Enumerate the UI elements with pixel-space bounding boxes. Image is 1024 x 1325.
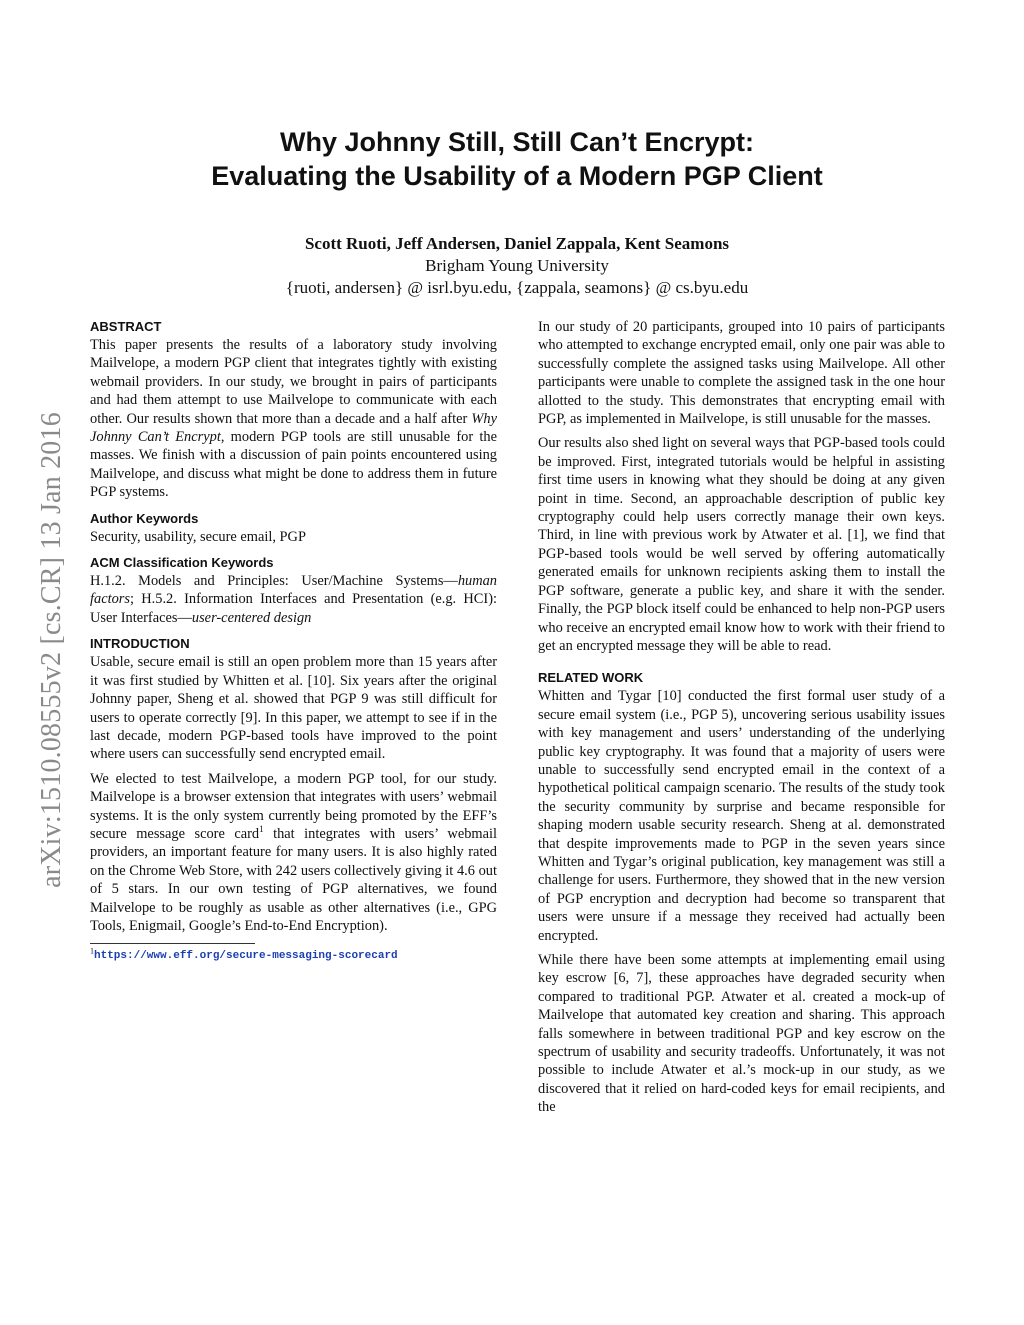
acm-text: H.1.2. Models and Principles: User/Machine Systems—human factors; H.5.2. Information Interfaces and Presentation (e.g. HCI): User Interfaces—user-centered design [90,573,497,626]
keywords-text: Security, usability, secure email, PGP [90,528,306,545]
introduction-paragraph-2: We elected to test Mailvelope, a modern PGP tool, for our study. Mailvelope is a browser extension that integrates with users’ webmail systems. It is the only system currently being promoted by the EFF’s secure message score card$^1$ that integrates with users’ webmail providers, an important feature for many users. It is also highly rated on the Chrome Web Store, with 242 users collectively giving it 4.6 out of 5 stars. In our own testing of PGP alternatives, we found Mailvelope to be roughly as usable as other alternatives (i.e., GPG Tools, Enigmail, Google’s End-to-End Encryption). [90,770,497,934]
abstract-heading: ABSTRACT [90,319,162,334]
arxiv-id: arXiv:1510.08555v2 [cs.CR] 13 Jan 2016 [36,412,67,888]
study-summary-paragraph: In our study of 20 participants, grouped into 10 pairs of participants who attempted to exchange encrypted email, only one pair was able to successfully complete the assigned tasks using Mailvelope. All other participants were unable to complete the assigned task in the one hour allotted to the study. This demonstrates that encrypting email with PGP, as implemented in Mailvelope, is still unusable for the masses. [538,319,945,428]
introduction-heading: INTRODUCTION [90,636,190,652]
right-column [538,318,945,1125]
footnote [90,948,497,963]
introduction-paragraph-1: Usable, secure email is still an open problem more than 15 years after it was first studied by Whitten et al. [10]. Six years after the original Johnny paper, Sheng et al. showed that PGP 9 was still difficult for users to operate correctly [9]. In this paper, we attempt to see if in the last decade, modern PGP-based tools have improved to the point where users can successfully send encrypted email. [90,654,497,763]
abstract-section [90,318,497,502]
keywords-heading: Author Keywords [90,510,199,526]
acm-section [90,554,497,627]
author-block [100,233,934,299]
left-column [90,318,497,963]
arxiv-stamp [32,360,72,940]
keywords-section [90,510,497,546]
footnote-number: 1 [90,946,94,956]
author-names: Scott Ruoti, Jeff Andersen, Daniel Zappala, Kent Seamons [304,234,730,253]
related-work-paragraph-2: While there have been some attempts at implementing email using key escrow [6, 7], these approaches have degraded security when compared to traditional PGP. Atwater et al. created a mock-up of Mailvelope that automated key creation and sharing. This approach falls somewhere in between traditional PGP and key escrow on the spectrum of usability and security tradeoffs. Unfortunately, it was not possible to include Atwater et al.’s mock-up in our study, as we discovered that it relied on hard-coded keys for email recipients, and the [538,952,945,1116]
abstract-text: This paper presents the results of a laboratory study involving Mailvelope, a modern PGP client that integrates tightly with existing webmail providers. In our study, we brought in pairs of participants and had them attempt to use Mailvelope to communicate with each other. Our results shown that more than a decade and a half after Why Johnny Can’t Encrypt, modern PGP tools are still unusable for the masses. We finish with a discussion of pain points encountered using Mailvelope, and discuss what might be done to address them in future PGP systems. [90,337,497,501]
affiliation: Brigham Young University [425,256,609,275]
title-line-2: Evaluating the Usability of a Modern PGP Client [211,161,823,191]
title-line-1: Why Johnny Still, Still Can’t Encrypt: [279,127,755,157]
related-work-paragraph-1: Whitten and Tygar [10] conducted the first formal user study of a secure email system (i.e., PGP 5), uncovering serious usability issues with key management and users’ understanding of the underlying public key cryptography. It was found that a majority of users were unable to successfully send encrypted email in the context of a hypothetical political campaign scenario. The results of the study took the security community by surprise and became responsible for shaping modern usable security research. Sheng at al. demonstrated that despite improvements made to PGP in the seven years since Whitten and Tygar’s original publication, key management was still a challenge for users. Furthermore, they showed that in the new version of PGP encryption and decryption had become so transparent that users were unsure if a message they received had actually been encrypted. [538,688,945,944]
related-work-section [538,669,945,1116]
footnote-link[interactable]: https://www.eff.org/secure-messaging-scorecard [94,950,398,963]
footnote-divider [90,943,255,944]
cited-title: Why Johnny Can’t Encrypt [90,410,497,446]
paper-title [100,125,934,193]
author-emails: {ruoti, andersen} @ isrl.byu.edu, {zappala, seamons} @ cs.byu.edu [285,278,749,297]
results-paragraph: Our results also shed light on several ways that PGP-based tools could be improved. First, integrated tutorials would be helpful in assisting first time users in knowing what they should be doing at any given point in time. Second, an approachable description of public key cryptography could help users correctly manage their own keys. Third, in line with previous work by Atwater et al. [1], we find that PGP-based tools would be well served by offering automatically generated emails for unknown recipients asking them to install the PGP software, generate a public key, and share it with the sender. Finally, the PGP block itself could be enhanced to help non-PGP users who receive an encrypted email know how to work with their friend to get an encrypted message they will be able to read. [538,435,945,654]
footnote-marker: 1 [259,824,264,835]
related-work-heading: RELATED WORK [538,670,644,686]
introduction-section [90,635,497,935]
acm-heading: ACM Classification Keywords [90,555,274,571]
